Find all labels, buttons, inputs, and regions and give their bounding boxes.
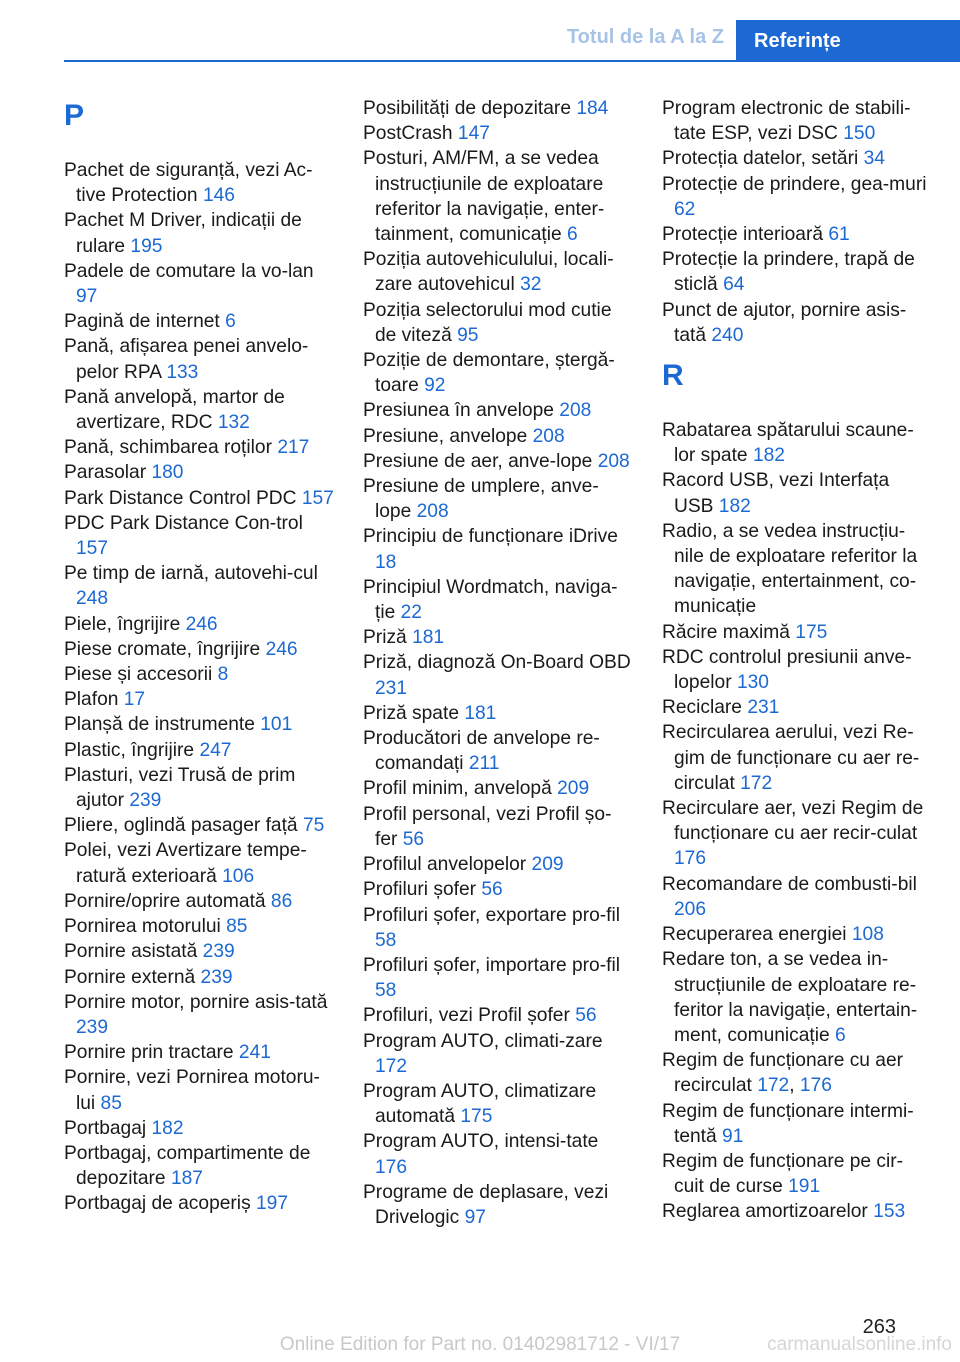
index-entry xyxy=(662,872,932,922)
index-entry-text: Profilul anvelopelor xyxy=(363,854,527,876)
index-entry xyxy=(662,1099,932,1149)
index-entry-text: Park Distance Control PDC xyxy=(64,487,297,509)
index-entry-text: Portbagaj xyxy=(64,1117,147,1139)
index-entry xyxy=(64,612,334,637)
index-entry xyxy=(363,802,633,852)
index-entry-text: Program AUTO, climatizare automată xyxy=(363,1080,597,1128)
index-entry xyxy=(64,1191,334,1216)
index-entry xyxy=(662,695,932,720)
footer-watermark: carmanualsonline.info xyxy=(767,1334,952,1355)
index-entry xyxy=(64,965,334,990)
page-reference-link[interactable]: 108 xyxy=(851,924,884,946)
page-reference-link[interactable]: 58 xyxy=(375,929,397,951)
page-reference-link[interactable]: 18 xyxy=(375,551,397,573)
index-entry xyxy=(662,418,932,468)
index-entry xyxy=(363,903,633,953)
index-letter-heading: P xyxy=(64,99,85,132)
page-reference-link[interactable]: 231 xyxy=(375,677,408,699)
page-reference-link[interactable]: 239 xyxy=(76,1016,109,1038)
index-entry-text: Portbagaj de acoperiș xyxy=(64,1193,251,1215)
index-entry-text: Posibilități de depozitare xyxy=(363,98,571,119)
page-reference-link[interactable]: 197 xyxy=(256,1193,289,1215)
index-entry-text: Priză xyxy=(363,627,407,649)
index-entry-text: Protecția datelor, setări xyxy=(662,148,859,170)
page-reference-link[interactable]: 85 xyxy=(226,916,248,938)
index-entry-text: Padele de comutare la vo‐lan xyxy=(64,260,314,282)
page-reference-link[interactable]: 172 xyxy=(375,1055,408,1077)
page-reference-link[interactable]: 64 xyxy=(723,274,745,296)
index-entry xyxy=(662,146,932,171)
index-entry-text: Răcire maximă xyxy=(662,621,790,643)
index-entry-text: Portbagaj, compartimente de depozitare xyxy=(64,1142,311,1190)
index-entry xyxy=(64,939,334,964)
index-entry-text: Poziția autovehiculului, locali‐zare autovehicul xyxy=(363,249,614,296)
index-entry-text: Pornire asistată xyxy=(64,941,198,963)
index-entry-text: Principiul Wordmatch, naviga‐ție xyxy=(363,576,618,624)
index-entry-text: Pornire externă xyxy=(64,966,196,988)
index-entry-text: Presiunea în anvelope xyxy=(363,400,554,422)
page-reference-link[interactable]: 182 xyxy=(151,1117,184,1139)
index-entry-text: PostCrash xyxy=(363,123,453,145)
index-entry-text: Presiune de umplere, anve‐lope xyxy=(363,476,599,523)
index-entry xyxy=(662,720,932,796)
index-entry-text: Pagină de internet xyxy=(64,311,220,333)
page-reference-link[interactable]: 146 xyxy=(202,185,235,207)
index-entry xyxy=(363,348,633,398)
page-reference-link[interactable]: 246 xyxy=(265,638,298,660)
index-entry-text: Recirculare aer, vezi Regim de funcționare cu aer recir‐culat xyxy=(662,798,924,845)
index-entry-text: Regim de funcționare cu aer recirculat xyxy=(662,1050,904,1097)
index-entry xyxy=(662,1149,932,1199)
index-entry-text: Pană, schimbarea roților xyxy=(64,437,272,459)
index-entry xyxy=(363,1129,633,1179)
index-entry xyxy=(64,309,334,334)
page-reference-link[interactable]: 92 xyxy=(424,375,446,397)
page-reference-link[interactable]: 208 xyxy=(532,425,565,447)
page-reference-link[interactable]: 133 xyxy=(166,361,199,383)
page-reference-link[interactable]: 34 xyxy=(863,148,885,170)
page-reference-link[interactable]: 246 xyxy=(185,613,218,635)
page-reference-link[interactable]: 62 xyxy=(674,198,696,220)
index-entry xyxy=(662,620,932,645)
index-entry-text: Profil personal, vezi Profil șo‐fer xyxy=(363,803,612,850)
page-reference-link[interactable]: 97 xyxy=(464,1206,486,1228)
page-reference-link[interactable]: 181 xyxy=(412,627,445,649)
index-entry-text: Protecție de prindere, gea‐muri xyxy=(662,173,927,195)
page-reference-link[interactable]: 191 xyxy=(788,1176,821,1198)
index-entry xyxy=(363,1180,633,1230)
index-entry-text: Recomandare de combusti‐bil xyxy=(662,873,917,895)
page-reference-link[interactable]: 211 xyxy=(468,753,500,775)
index-entry xyxy=(363,121,633,146)
page-reference-link[interactable]: 32 xyxy=(520,274,542,296)
index-entry xyxy=(662,247,932,297)
index-entry xyxy=(64,838,334,888)
index-entry-text: Pornire prin tractare xyxy=(64,1042,234,1064)
index-entry-text: Racord USB, vezi Interfața USB xyxy=(662,470,890,517)
index-entry xyxy=(64,662,334,687)
index-column-2 xyxy=(363,96,633,1230)
header-tab-references xyxy=(736,20,960,62)
page-reference-link[interactable]: 85 xyxy=(100,1092,122,1114)
index-entry-text: Pană anvelopă, martor de avertizare, RDC xyxy=(64,386,285,434)
index-entry-text: Planșă de instrumente xyxy=(64,714,255,736)
index-entry-text: Regim de funcționare pe cir‐cuit de curse xyxy=(662,1150,904,1198)
index-entry-text: Pornire/oprire automată xyxy=(64,890,266,912)
index-entry-text: Piese cromate, îngrijire xyxy=(64,638,261,660)
index-entry-text: Priză, diagnoză On-Board OBD xyxy=(363,652,631,674)
index-entry-text: Pliere, oglindă pasager față xyxy=(64,815,298,837)
page-reference-link[interactable]: 176 xyxy=(375,1156,408,1178)
page-reference-link[interactable]: 172 xyxy=(740,772,773,794)
index-entry xyxy=(64,712,334,737)
page-reference-link[interactable]: 91 xyxy=(722,1125,744,1147)
index-entry xyxy=(363,625,633,650)
index-entry-text: Priză spate xyxy=(363,702,459,724)
index-entry xyxy=(662,796,932,872)
page-reference-link[interactable]: 22 xyxy=(400,602,422,624)
index-entry xyxy=(363,650,633,700)
page-reference-link[interactable]: 157 xyxy=(76,538,109,560)
page-reference-link[interactable]: 147 xyxy=(457,123,490,145)
index-entry xyxy=(662,298,932,348)
index-entry xyxy=(64,1141,334,1191)
index-entry xyxy=(363,852,633,877)
index-entry-text: Program electronic de stabili‐tate ESP, vezi DSC xyxy=(662,98,911,145)
index-entry-text: Posturi, AM/FM, a se vedea instrucțiunile de exploatare referitor la navigație, enter‐tainment, comunicație xyxy=(363,148,605,246)
index-entry-text: Plastic, îngrijire xyxy=(64,739,195,761)
page-reference-link[interactable]: 95 xyxy=(457,324,479,346)
index-entry-text: Pornire, vezi Pornirea motoru‐lui xyxy=(64,1067,320,1114)
index-entry xyxy=(64,637,334,662)
page-reference-link[interactable]: 86 xyxy=(270,890,293,912)
page-reference-link[interactable]: 8 xyxy=(217,664,229,686)
index-entry-text: Profiluri șofer, exportare pro‐fil xyxy=(363,904,620,926)
index-entry-text: Recircularea aerului, vezi Re‐gim de funcționare cu aer re‐circulat xyxy=(662,722,920,794)
index-entry xyxy=(64,561,334,611)
page-reference-link[interactable]: 239 xyxy=(202,941,235,963)
index-entry-text: Pachet de siguranță, vezi Ac‐tive Protection xyxy=(64,160,313,207)
page-reference-link[interactable]: 181 xyxy=(464,702,497,724)
index-entry-text: PDC Park Distance Con‐trol xyxy=(64,512,303,534)
index-entry-text: Presiune de aer, anve‐lope xyxy=(363,450,593,472)
page-reference-link[interactable]: 75 xyxy=(302,815,325,837)
index-entry-text: Polei, vezi Avertizare tempe‐ratură exterioară xyxy=(64,840,307,887)
page-reference-link[interactable]: 239 xyxy=(200,966,233,988)
index-entry xyxy=(363,524,633,574)
index-entry-text: Reglarea amortizoarelor xyxy=(662,1201,868,1223)
index-entry-text: Profiluri șofer, importare pro‐fil xyxy=(363,954,620,976)
page-reference-link[interactable]: 106 xyxy=(222,865,255,887)
index-entry xyxy=(64,435,334,460)
index-entry-text: Regim de funcționare intermi‐tentă xyxy=(662,1100,914,1147)
index-entry xyxy=(662,922,932,947)
index-entry-text: RDC controlul presiunii anve‐lopelor xyxy=(662,646,912,694)
index-entry xyxy=(64,511,334,561)
index-entry xyxy=(64,460,334,485)
page-reference-link[interactable]: 217 xyxy=(277,437,310,459)
header-tab-label: Referințe xyxy=(754,29,841,52)
index-entry xyxy=(64,1040,334,1065)
index-entry xyxy=(363,474,633,524)
index-entry xyxy=(662,947,932,1048)
index-entry-text: Presiune, anvelope xyxy=(363,425,528,447)
index-entry-text: Profil minim, anvelopă xyxy=(363,778,552,800)
index-entry xyxy=(363,398,633,423)
page-reference-link[interactable]: 56 xyxy=(481,879,503,901)
page-reference-link[interactable]: 132 xyxy=(217,412,250,434)
index-entry xyxy=(64,158,334,208)
index-entry xyxy=(363,1003,633,1028)
index-entry xyxy=(363,247,633,297)
index-entry xyxy=(64,259,334,309)
index-entry-text: Plasturi, vezi Trusă de prim ajutor xyxy=(64,764,296,812)
page-reference-link[interactable]: 206 xyxy=(674,898,707,920)
page-reference-link[interactable]: 180 xyxy=(151,462,184,484)
page-reference-link[interactable]: 176 xyxy=(674,848,707,870)
page-reference-link[interactable]: 208 xyxy=(597,450,630,472)
footer-edition: Online Edition for Part no. 01402981712 - VI/17 xyxy=(279,1334,681,1355)
index-entry xyxy=(64,687,334,712)
index-entry xyxy=(64,208,334,258)
index-entry-text: Poziția selectorului mod cutie de viteză xyxy=(363,299,612,346)
page-reference-link[interactable]: 209 xyxy=(531,854,564,876)
index-entry xyxy=(64,889,334,914)
page-reference-link[interactable]: 241 xyxy=(238,1042,271,1064)
index-entry xyxy=(64,1065,334,1115)
page-reference-link[interactable]: 17 xyxy=(123,689,146,711)
page-reference-link[interactable]: 231 xyxy=(747,697,780,719)
index-entry-text: Parasolar xyxy=(64,462,147,484)
index-entry xyxy=(662,1199,932,1224)
index-entry-text: Program AUTO, climati‐zare xyxy=(363,1030,603,1052)
index-entry-text: Principiu de funcționare iDrive xyxy=(363,526,618,548)
page-reference-link[interactable]: 61 xyxy=(828,224,850,246)
index-entry-text: Profiluri șofer xyxy=(363,879,477,901)
index-entry: Regim de funcționare cu aer recirculat 172, 176 xyxy=(662,1050,904,1097)
page-reference-link[interactable]: 172 xyxy=(757,1075,790,1097)
index-column-3 xyxy=(662,96,932,1225)
page-reference-link[interactable]: 176 xyxy=(799,1075,832,1097)
index-entry xyxy=(64,334,334,384)
index-entry-text: Redare ton, a se vedea in‐strucțiunile de exploatare re‐feritor la navigație, entertain‐ment, comunicație xyxy=(662,949,918,1046)
index-entry xyxy=(363,953,633,1003)
index-entry-text: Poziție de demontare, șter​gă‐toare xyxy=(363,350,615,397)
page-reference-link[interactable]: 97 xyxy=(76,286,98,308)
index-entry-text: Pe timp de iarnă, autovehi‐cul xyxy=(64,563,318,585)
page-reference-link[interactable]: 182 xyxy=(752,445,785,467)
index-letter-heading: R xyxy=(662,359,684,393)
index-column-1 xyxy=(64,96,334,1217)
index-entry xyxy=(363,701,633,726)
page-number: 263 xyxy=(862,1316,896,1338)
index-entry xyxy=(662,172,932,222)
page-reference-link[interactable]: 208 xyxy=(416,501,449,523)
index-entry xyxy=(363,298,633,348)
index-entry-text: Radio, a se vedea instrucțiu‐nile de exploatare referitor la navigație, entertainment, co‐municație xyxy=(662,520,918,618)
page-reference-link[interactable]: 247 xyxy=(199,739,232,761)
page-reference-link[interactable]: 175 xyxy=(795,621,828,643)
index-entry-text: Profiluri, vezi Profil șofer xyxy=(363,1005,570,1027)
page-reference-link[interactable]: 58 xyxy=(375,980,397,1002)
index-entry xyxy=(64,1116,334,1141)
index-entry xyxy=(363,726,633,776)
index-entry-text: Pornire motor, pornire asis‐tată xyxy=(64,991,328,1013)
index-entry xyxy=(64,385,334,435)
index-entry xyxy=(662,645,932,695)
index-entry-text: Recuperarea energiei xyxy=(662,924,847,946)
index-entry xyxy=(64,914,334,939)
index-entry-text: Piele, îngrijire xyxy=(64,613,181,635)
page-reference-link[interactable]: 6 xyxy=(566,224,578,246)
index-entry-text: Punct de ajutor, pornire asis‐tată xyxy=(662,299,907,346)
page-reference-link[interactable]: 56 xyxy=(575,1005,597,1027)
index-entry xyxy=(363,1079,633,1129)
page-reference-link[interactable]: 248 xyxy=(76,588,109,610)
page-reference-link[interactable]: 101 xyxy=(260,714,293,736)
index-entry xyxy=(64,738,334,763)
index-entry xyxy=(64,990,334,1040)
index-entry-text: Pachet M Driver, indicații de rulare xyxy=(64,210,302,257)
index-entry xyxy=(363,449,633,474)
index-entry xyxy=(363,424,633,449)
index-entry-text: Protecție la prindere, trapă de sticlă xyxy=(662,249,915,296)
page-reference-link[interactable]: 195 xyxy=(130,235,163,257)
index-entry-text: Programe de deplasare, vezi Drivelogic xyxy=(363,1181,609,1228)
index-entry xyxy=(64,763,334,813)
index-entry-text: Producători de anvelope re‐comandați xyxy=(363,728,600,775)
index-entry-text: Rabatarea spătarului scaune‐lor spate xyxy=(662,420,914,467)
page-reference-link[interactable]: 187 xyxy=(170,1168,203,1190)
index-entry xyxy=(363,575,633,625)
page-reference-link[interactable]: 130 xyxy=(736,672,769,694)
page-reference-link[interactable]: 208 xyxy=(559,400,592,422)
page-reference-link[interactable]: 209 xyxy=(557,778,590,800)
index-entry-text: Piese și accesorii xyxy=(64,664,213,686)
index-entry xyxy=(662,468,932,518)
page-reference-link[interactable]: 182 xyxy=(718,495,751,517)
index-entry xyxy=(363,776,633,801)
page-reference-link[interactable]: 240 xyxy=(711,324,744,346)
index-entry-text: Reciclare xyxy=(662,697,742,719)
page-reference-link[interactable]: 56 xyxy=(402,828,425,850)
index-entry xyxy=(662,96,932,146)
page-reference-link[interactable]: 6 xyxy=(225,311,236,333)
index-entry-text: Program AUTO, intensi‐tate xyxy=(363,1131,599,1153)
index-entry xyxy=(363,1029,633,1079)
index-entry-text: Plafon xyxy=(64,689,119,711)
index-entry xyxy=(363,146,633,247)
page-reference-link[interactable]: 157 xyxy=(301,487,334,509)
index-entry xyxy=(363,96,633,121)
index-entry xyxy=(662,519,932,620)
index-entry-text: Pană, afișarea penei anvelo‐pelor RPA xyxy=(64,336,309,383)
index-entry xyxy=(64,813,334,838)
index-entry xyxy=(363,877,633,902)
page-reference-link[interactable]: 153 xyxy=(873,1201,906,1223)
page-reference-link[interactable]: 150 xyxy=(843,123,876,145)
index-entry xyxy=(662,222,932,247)
header-section-title: Totul de la A la Z xyxy=(566,26,724,48)
index-entry xyxy=(64,486,334,511)
page-reference-link[interactable]: 175 xyxy=(460,1106,493,1128)
page-reference-link[interactable]: 239 xyxy=(129,790,162,812)
index-entry-text: Pornirea motorului xyxy=(64,916,221,938)
page-reference-link[interactable]: 184 xyxy=(576,98,609,119)
page-reference-link[interactable]: 6 xyxy=(835,1024,846,1046)
index-entry-text: Protecție interioară xyxy=(662,224,824,246)
